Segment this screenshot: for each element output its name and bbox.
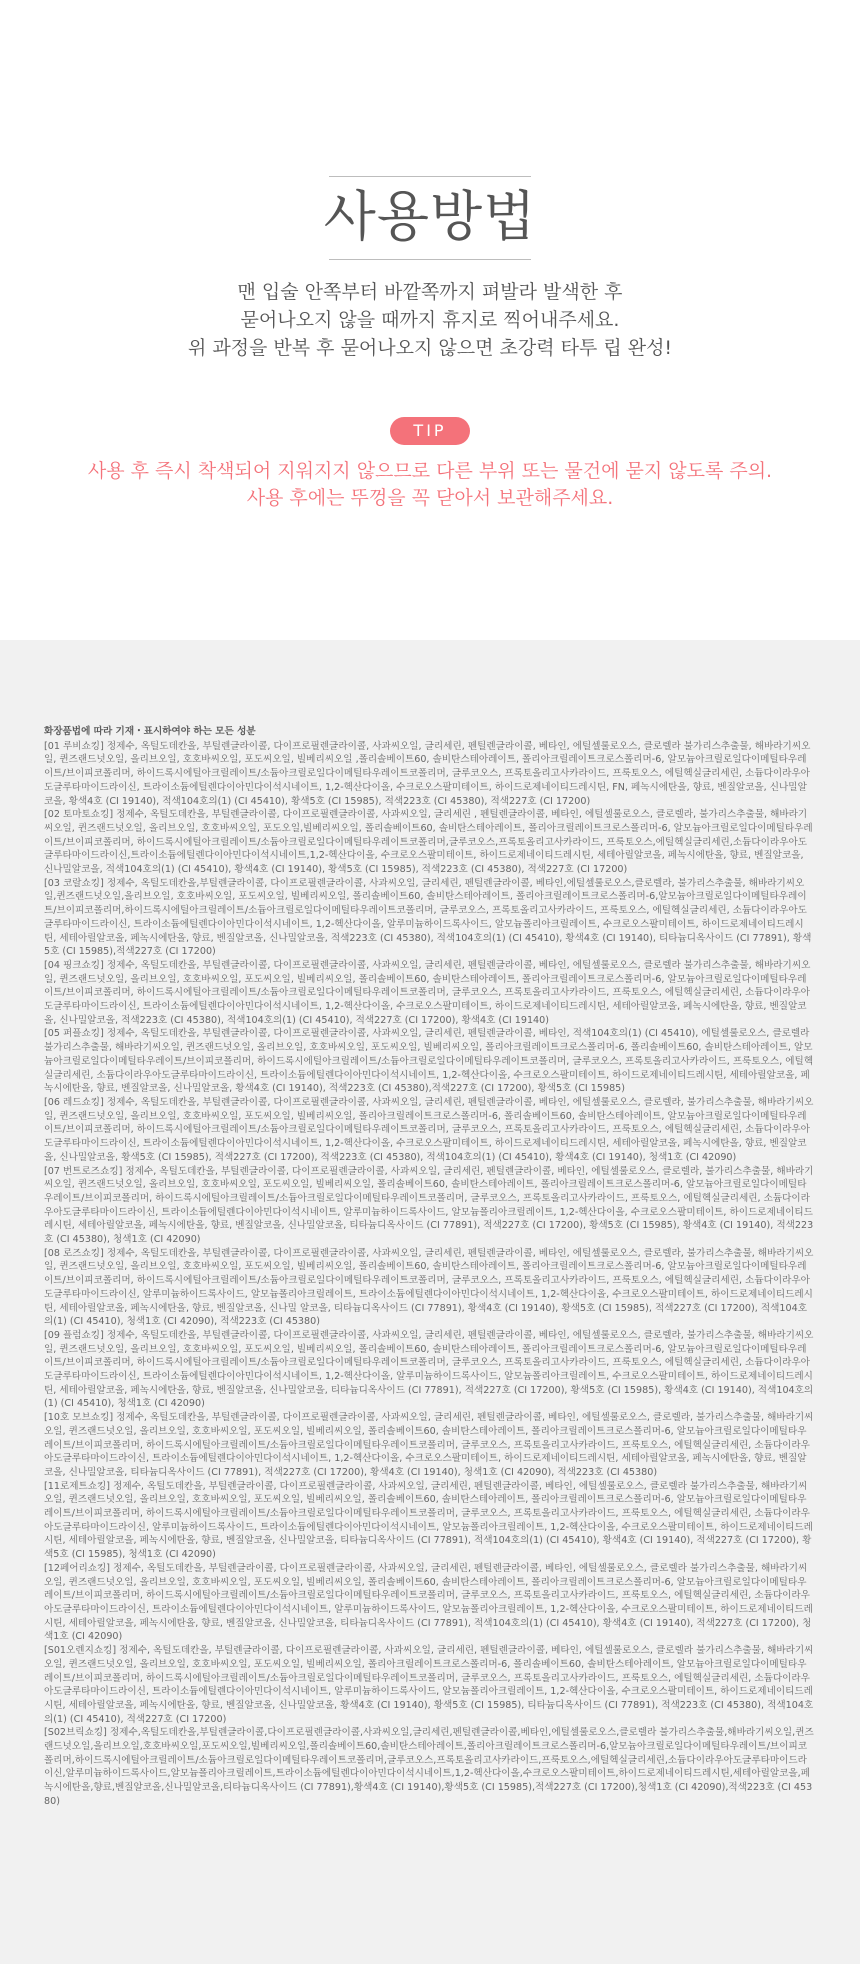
ingredient-item: [12페어리쇼킹] 정제수, 옥틸도데칸올, 부틸렌글라이콜, 다이프로필렌글라이콜, 사과씨오일, 글리세린, 펜틸렌글라이콜, 베타인, 에틸셀룰로오스, 클로렐라 불가리스추출물, 해바라기씨오일, 퀸즈랜드넛오일, 올리브오일, 호호바씨오일, 포도씨오일, 빌베리씨오일, 폴리솔베이트60, 솔비탄스테아레이트, 폴리아크릴레이트크로스폴리머-6, 알모늄아크릴로일다이메틸타우레이트/브이피코폴리머, 하이드록시에틸아크릴레이트/소듐아크릴로일다이메틸타우레이트코폴리머, 글루코오스, 프록토올리고사카라이드, 프룩토오스, 에틸헥실글리세린, 소듐다이라우아도글루타마이드라이신, 트라이소듐에틸렌다이아민다이석시네이트, 알루미늄하이드록사이드, 알모늄폴리아크릴레이트, 1,2-헥산다이올, 수크로오스팔미테이트, 하이드로제네이티드레시틴, 세테아릴알코올, 페녹시에탄올, 향료, 벤질알코올, 신나밀알코올, 티타늄디옥사이드 (CI 77891), 적색104호의(1) (CI 45410), 황색4호 (CI 19140), 적색227호 (CI 17200), 청색1호 (CI 42090) <box>44 1562 813 1643</box>
tip-text <box>0 458 860 512</box>
ingredients-section <box>0 640 860 1964</box>
ingredients-title: 화장품법에 따라 기재・표시하여야 하는 모든 성분 <box>44 726 256 737</box>
ingredient-item: [04 핑크쇼킹] 정제수, 옥틸도데칸올, 부틸렌글라이콜, 다이프로필렌글라이콜, 사과씨오일, 글리세린, 펜틸렌글라이콜, 베타인, 에틸셀룰로오스, 클로렐라 불가리스추출물, 해바라기씨오일, 퀸즈랜드넛오일, 올리브오일, 호호바씨오일, 포도씨오일, 빌베리씨오일, 폴리솔베이트60, 솔비탄스테아레이트, 폴리아크릴레이트크로스폴리머-6, 알모늄아크릴로일다이메틸타우레이트/브이피코폴리머, 하이드록시에틸아크릴레이트/소듐아크릴로일다이메틸타우레이트코폴리머, 글루코오스, 프록토올리고사카라이드, 프룩토오스, 에틸헥실글리세린, 소듐다이라우아도글루타마이드라이신, 트라이소듐에틸렌다이아민다이석시네이트, 1,2-헥산다이올, 수크로오스팔미테이트, 하이드로제네이티드레시틴, 세테아릴알코올, 페녹시에탄올, 향료, 벤질알코올, 신나밀알코올, 적색223호 (CI 45380), 적색104호의(1) (CI 45410), 적색227호 (CI 17200), 황색4호 (CI 19140) <box>44 959 811 1026</box>
usage-description <box>0 278 860 362</box>
ingredient-item: [05 퍼플쇼킹] 정제수, 옥틸도데칸올, 부틸렌글라이콜, 다이프로필렌글라이콜, 사과씨오일, 글리세린, 펜틸렌글라이콜, 베타인, 적색104호의(1) (CI 45410), 에틸셀룰로오스, 클로렐라 불가리스추출물, 해바라기씨오일, 퀸즈랜드넛오일, 올리브오일, 호호바씨오일, 포도씨오일, 빌베리씨오일, 폴리아크릴레이트크로스폴리머-6, 폴리솔베이트60, 솔비탄스테아레이트, 알모늄아크릴로일다이메틸타우레이트/브이피코폴리머, 하이드록시에틸아크릴레이트/소듐아크릴로일다이메틸타우레이트코폴리머, 글루코오스, 프록토올리고사카라이드, 프룩토오스, 에틸헥실글리세린, 소듐다이라우아도글루타마이드라이신, 트라이소듐에틸렌다이아민다이석시네이트, 1,2-헥산다이올, 수크로오스팔미테이트, 하이드로제네이티드레시틴, 세테아릴알코올, 페녹시에탄올, 향료, 벤질알코올, 신나밀알코올, 황색4호 (CI 19140), 적색223호 (CI 45380),적색227호 (CI 17200), 황색5호 (CI 15985) <box>44 1028 814 1095</box>
usage-line: 위 과정을 반복 후 묻어나오지 않으면 초강력 타투 립 완성! <box>187 337 673 359</box>
ingredient-item: [07 번트로즈쇼킹] 정제수, 옥틸도데칸올, 부틸렌글라이콜, 다이프로필렌글라이콜, 사과씨오일, 글리세린, 펜틸렌글라이콜, 베타인, 에틸셀룰로오스, 클로렐라, 불가리스추출물, 해바라기씨오일, 퀸즈랜드넛오일, 올리브오일, 호호바씨오일, 포도씨오일, 빌베리씨오일, 폴리솔베이트60, 솔비탄스테아레이트, 폴리아크릴레이트크로스폴리머-6, 알모늄아크릴로일다이메틸타우레이트/브이피코폴리머, 하이드록시에틸아크릴레이트/소듐아크릴로일다이메틸타우레이트코폴리머, 글루코오스, 프록토올리고사카라이드, 프룩토오스, 에틸헥실글리세린, 소듐다이라우아도글루타마이드라이신, 트라이소듐에틸렌다이아민다이석시네이트, 알루미늄하이드록사이드, 알모늄폴리아크릴레이트, 1,2-헥산다이올, 수크로오스팔미테이트, 하이드로제네이티드레시틴, 세테아릴알코올, 페녹시에탄올, 향료, 벤질알코올, 신나밀알코올, 티타늄디옥사이드 (CI 77891), 적색227호 (CI 17200), 황색5호 (CI 15985), 황색4호 (CI 19140), 적색223호 (CI 45380), 청색1호 (CI 42090) <box>44 1165 814 1246</box>
ingredient-item: [01 루비쇼킹] 정제수, 옥틸도데칸올, 부틸렌글라이콜, 다이프로필렌글라이콜, 사과씨오일, 글리세린, 펜틸렌글라이콜, 베타인, 에틸셀룰로오스, 클로렐라 불가리스추출물, 해바라기씨오일, 퀸즈랜드넛오일, 올리브오일, 호호바씨오일, 포도씨오일, 빌베리씨오일 ,폴리솔베이트60, 솔비탄스테아레이트, 폴리아크릴레이트크로스폴리머-6, 알모늄아크릴로일다이메틸타우레이트/브이피코폴리머, 하이드록시에틸아크릴레이트/소듐아크릴로일다이메틸타우레이트코폴리머, 글루코오스, 프록토올리고사카라이드, 프룩토오스, 에틸헥실글리세린, 소듐다이라우아도글루타마이드라이신, 트라이소듐에틸렌다이아민다이석시네이트, 1,2-헥산다이올, 수크로오스팔미테이트, 하이드로제네이티드레시틴, FN, 페녹시에탄올, 향료, 벤질알코올, 신나밀알코올, 황색4호 (CI 19140), 적색104호의(1) (CI 45410), 황색5호 (CI 15985), 적색223호 (CI 45380), 적색227호 (CI 17200) <box>44 740 811 807</box>
ingredient-item: [11로제트쇼킹] 정제수, 옥틸도데칸올, 부틸렌글라이콜, 다이프로필렌글라이콜, 사과씨오일, 글리세린, 펜틸렌글라이콜, 베타인, 에틸셀룰로오스, 클로렐라 불가리스추출물, 해바라기씨오일, 퀸즈랜드넛오일, 올리브오일, 호호바씨오일, 포도씨오일, 빌베리씨오일, 폴리솔베이트60, 솔비탄스테아레이트, 폴리아크릴레이트크로스폴리머-6, 알모늄아크릴로일다이메틸타우레이트/브이피코폴리머, 하이드록시에틸아크릴레이트/소듐아크릴로일다이메틸타우레이트코폴리머, 글루코오스, 프록토올리고사카라이드, 프룩토오스, 에틸헥실글리세린, 소듐다이라우아도글루타마이드라이신, 알루미늄하이드록사이드, 트라이소듐에틸렌다이아민다이석시네이트, 알모늄폴리아크릴레이트, 1,2-헥산다이올, 수크로오스팔미테이트, 하이드로제네이티드레시틴, 세테아릴알코올, 페녹시에탄올, 향료, 벤질알코올, 신나밀알코올, 티타늄디옥사이드 (CI 77891), 적색104호의(1) (CI 45410), 황색4호 (CI 19140), 적색227호 (CI 17200), 황색5호 (CI 15985), 청색1호 (CI 42090) <box>44 1480 813 1561</box>
ingredient-item: [10호 모브쇼킹] 정제수, 옥틸도데칸올, 부틸렌글라이콜, 다이프로필렌글라이콜, 사과씨오일, 글리세린, 펜틸렌글라이콜, 베타인, 에틸셀룰로오스, 클로렐라, 불가리스추출물, 해바라기씨오일, 퀸즈랜드넛오일, 올리브오일, 호호바씨오일, 포도씨오일, 빌베리씨오일, 폴리솔베이트60, 솔비탄스테아레이트, 폴리아크릴레이트크로스폴리머-6, 알모늄아크릴로일다이메틸타우레이트/브이피코폴리머, 하이드록시에틸아크릴레이트/소듐아크릴로일다이메틸타우레이트코폴리머, 글루코오스, 프록토올리고사카라이드, 프룩토오스, 에틸헥실글리세린, 소듐다이라우아도글루타마이드라이신, 트라이소듐에틸렌다이아민다이석시네이트, 1,2-헥산다이올, 수크로오스팔미테이트, 하이드로제네이티드레시틴, 세테아릴알코올, 페녹시에탄올, 향료, 벤질알코올, 신나밀알코올, 티타늄디옥사이드 (CI 77891), 적색227호 (CI 17200), 황색4호 (CI 19140), 청색1호 (CI 42090), 적색223호 (CI 45380) <box>44 1412 814 1478</box>
title-top-divider <box>329 176 531 177</box>
ingredient-item: [S01오렌지쇼킹] 정제수, 옥틸도데칸올, 부틸렌글라이콜, 다이프로필렌글라이콜, 사과씨오일, 글리세린, 펜틸렌글라이콜, 베타인, 에틸셀룰로오스, 클로렐라 불가리스추출물, 해바라기씨오일, 퀸즈랜드넛오일, 올리브오일, 호호바씨오일, 포도씨오일, 빌베리씨오일, 폴리아크릴레이트크로스폴리머-6, 폴리솔베이트60, 솔비탄스테아레이트, 알모늄아크릴로일다이메틸타우레이트/브이피코폴리머, 하이드록시에틸아크릴레이트/소듐아크릴로일다이메틸타우레이트코폴리머, 글루코오스, 프록토올리고사카라이드, 프룩토오스, 에틸헥실글리세린, 소듐다이라우아도글루타마이드라이신, 트라이소듐에틸렌다이아민다이석시네이트, 알루미늄하이드록사이드, 알모늄폴리아크릴레이트, 1,2-헥산다이올, 수크로오스팔미테이트, 하이드로제네이티드레시틴, 세테아릴알코올, 페녹시에탄올, 향료, 벤질알코올, 신나밀알코올, 황색4호 (CI 19140), 황색5호 (CI 15985), 티타늄디옥사이드 (CI 77891), 적색223호 (CI 45380), 적색104호의(1) (CI 45410), 적색227호 (CI 17200) <box>44 1645 814 1725</box>
ingredients-list <box>44 725 814 1809</box>
ingredient-item: [03 코랄쇼킹] 정제수, 옥틸도데칸올,부틸렌글라이콜, 다이프로필렌글라이콜, 사과씨오일, 글리세린, 펜틸렌글라이콜, 베타인,에틸셀룰로오스,클로렐라, 불가리스추출물, 해바라기씨오일,퀸즈랜드넛오일,올리브오일, 호호바씨오일, 포도씨오일, 빌베리씨오일, 폴리솔베이트60, 솔비탄스테아레이트, 폴리아크릴레이트크로스폴리머-6,알모늄아크릴로일다이메틸타우레이트/브이피코폴리머,하이드록시에틸아크릴레이트/소듐아크릴로일다이메틸타우레이트코폴리머, 글루코오스, 프록토올리고사카라이드, 프룩토오스, 에틸헥실글리세린, 소듐다이라우아도글루타마이드라이신, 트라이소듐에틸렌다이아민다이석시네이트, 1,2-헥산다이올, 알루미늄하이드록사이드, 알모늄폴리아크릴레이트, 수크로오스팔미테이트, 하이드로제네이티드레시틴, 세테아릴알코올, 페녹시에탄올, 향료, 벤질알코올, 신나밀알코올, 적색223호 (CI 45380), 적색104호의(1) (CI 45410), 황색4호 (CI 19140), 티타늄디옥사이드 (CI 77891), 황색5호 (CI 15985),적색227호 (CI 17200) <box>44 877 812 958</box>
ingredient-item: [02 토마토쇼킹] 정제수, 옥틸도데칸올, 부틸렌글라이콜, 다이프로필렌글라이콜, 사과씨오일, 글리세린 , 펜틸렌글라이콜, 베타인, 에틸셀룰로오스, 클로렐라, 불가리스추출물, 해바라기씨오일, 퀸즈랜드넛오일, 올리브오일, 호호바씨오일, 포도오일,빌베리씨오일, 폴리솔베이트60, 솔비탄스테아레이트, 폴리아크릴레이트크로스폴리머-6, 알모늄아크릴로일다이메틸타우레이트/브이피코폴리머, 하이드록시에틸아크릴레이트/소듐아크릴로일다이메틸타우레이트코폴리머,글루코오스,프록토올리고사카라이드, 프룩토오스,에틸헥실글리세린,소듐다이라우아도글루타마이드라이신,트라이소듐에틸렌다이아민다이석시네이트,1,2-헥산다이올, 수크로오스팔미테이트, 하이드로제네이티드레시틴, 세테아릴알코올, 페녹시에탄올, 향료, 벤질알코올, 신나밀알코올, 적색104호의(1) (CI 45410), 황색4호 (CI 19140), 황색5호 (CI 15985), 적색223호 (CI 45380), 적색227호 (CI 17200) <box>44 809 813 876</box>
ingredient-item: [S02브릭쇼킹] 정제수,옥틸도데칸올,부틸렌글라이콜,다이프로필렌글라이콜,사과씨오일,글리세린,펜틸렌글라이콜,베타인,에틸셀룰로오스,클로렐라 불가리스추출물,해바라기씨오일,퀸즈랜드넛오일,올리브오일,호호바씨오일,포도씨오일,빌베리씨오일,폴리솔베이트60,솔비탄스테아레이트,폴리아크릴레이트크로스폴리머-6,알모늄아크릴로일다이메틸타우레이트/브이피코폴리머,하이드록시에틸아크릴레이트/소듐아크릴로일다이메틸타우레이트코폴리머,글루코오스,프록토올리고사카라이드,프룩토오스,에틸헥실글리세린,소듐다이라우아도글루타마이드라이신,알루미늄하이드록사이드,알모늄폴리아크릴레이트,트라이소듐에틸렌다이아민다이석시네이트,1,2-헥산다이올,수크로오스팔미테이트,하이드로제네이티드레시틴,세테아릴알코올,페녹시에탄올,향료,벤질알코올,신나밀알코올,티타늄디옥사이드 (CI 77891),황색4호 (CI 19140),황색5호 (CI 15985),적색227호 (CI 17200),청색1호 (CI 42090),적색223호 (CI 45380) <box>44 1727 814 1807</box>
tip-line: 사용 후에는 뚜껑을 꼭 닫아서 보관해주세요. <box>246 487 614 509</box>
usage-line: 맨 입술 안쪽부터 바깥쪽까지 펴발라 발색한 후 <box>237 281 623 303</box>
usage-line: 묻어나오지 않을 때까지 휴지로 찍어내주세요. <box>240 309 620 331</box>
page-title: 사용방법 <box>323 185 537 248</box>
tip-badge: TIP <box>390 417 470 445</box>
ingredient-item: [06 레드쇼킹] 정제수, 옥틸도데칸올, 부틸렌글라이콜, 다이프로필렌글라이콜, 사과씨오일, 글리세린, 펜틸렌글라이콜, 베타인, 에틸셀룰로오스, 클로렐라, 불가리스추출물, 해바라기씨오일, 퀸즈랜드넛오일, 올리브오일, 호호바씨오일, 포도씨오일, 빌베리씨오일, 폴리아크릴레이트크로스폴리머-6, 폴리솔베이트60, 솔비탄스테아레이트, 알모늄아크릴로일다이메틸타우레이트/브이피코폴리머, 하이드록시에틸아크릴레이트/소듐아크릴로일다이메틸타우레이트코폴리머, 글루코오스, 프록토올리고사카라이드, 프룩토오스, 에틸헥실글리세린, 소듐다이라우아도글루타마이드라이신, 트라이소듐에틸렌다이아민다이석시네이트, 1,2-헥산다이올, 수크로오스팔미테이트, 하이드로제네이티드레시틴, 세테아릴알코올, 페녹시에탄올, 향료, 벤질알코올, 신나밀알코올, 황색5호 (CI 15985), 적색227호 (CI 17200), 적색223호 (CI 45380), 적색104호의(1) (CI 45410), 황색4호 (CI 19140), 청색1호 (CI 42090) <box>44 1096 814 1163</box>
ingredient-item: [08 로즈쇼킹] 정제수, 옥틸도데칸올, 부틸렌글라이콜, 다이프로필렌글라이콜, 사과씨오일, 글리세린, 펜틸렌글라이콜, 베타인, 에틸셀룰로오스, 클로렐라, 불가리스추출물, 해바라기씨오일, 퀸즈랜드넛오일, 올리브오일, 호호바씨오일, 포도씨오일, 빌베리씨오일, 폴리솔베이트60, 솔비탄스테아레이트, 폴리아크릴레이트크로스폴리머-6, 알모늄아크릴로일다이메틸타우레이트/브이피코폴리머, 하이드록시에틸아크릴레이트/소듐아크릴로일다이메틸타우레이트코폴리머, 글루코오스, 프록토올리고사카라이드, 프룩토오스, 에틸헥실글리세린, 소듐다이라우아도글루타마이드라이신, 알루미늄하이드록사이드, 알모늄폴리아크릴레이트, 트라이소듐에틸렌다이아민다이석시네이트, 1,2-헥산다이올, 수크로오스팔미테이트, 하이드로제네이티드레시틴, 세테아릴알코올, 페녹시에탄올, 향료, 벤질알코올, 신나밀 알코올, 티타늄디옥사이드 (CI 77891), 황색4호 (CI 19140), 황색5호 (CI 15985), 적색227호 (CI 17200), 적색104호의(1) (CI 45410), 청색1호 (CI 42090), 적색223호 (CI 45380) <box>44 1247 814 1328</box>
tip-line: 사용 후 즉시 착색되어 지워지지 않으므로 다른 부위 또는 물건에 묻지 않도록 주의. <box>87 460 773 482</box>
title-bottom-divider <box>329 259 531 260</box>
usage-section <box>0 0 860 640</box>
ingredient-item: [09 플럼쇼킹] 정제수, 옥틸도데칸올, 부틸렌글라이콜, 다이프로필렌글라이콜, 사과씨오일, 글리세린, 펜틸렌글라이콜, 베타인, 에틸셀룰로오스, 클로렐라, 불가리스추출물, 해바라기씨오일, 퀸즈랜드넛오일, 올리브오일, 호호바씨오일, 포도씨오일, 빌베리씨오일, 폴리솔베이트60, 솔비탄스테아레이트, 폴리아크릴레이트크로스폴리머-6, 알모늄아크릴로일다이메틸타우레이트/브이피코폴리머, 하이드록시에틸아크릴레이트/소듐아크릴로일다이메틸타우레이트코폴리머, 글루코오스, 프록토올리고사카라이드, 프룩토오스, 에틸헥실글리세린, 소듐다이라우아도글루타마이드라이신, 트라이소듐에틸렌다이아민다이석시네이트, 1,2-헥산다이올, 알루미늄하이드록사이드, 알모늄폴리아크릴레이트, 수크로오스팔미테이트, 하이드로제네이티드레시틴, 세테아릴알코올, 페녹시에탄올, 향료, 벤질알코올, 신나밀알코올, 티타늄디옥사이드 (CI 77891), 적색227호 (CI 17200), 황색5호 (CI 15985), 황색4호 (CI 19140), 적색104호의(1) (CI 45410), 청색1호 (CI 42090) <box>44 1329 814 1410</box>
